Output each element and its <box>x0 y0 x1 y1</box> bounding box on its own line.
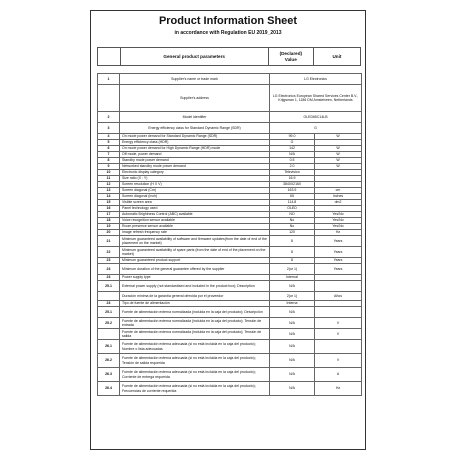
row-parameter: Fuente de alimentación externa adecuada (si no está incluida en la caja del producto); Tensión de salida requerida <box>120 354 270 368</box>
header-params: General product parameters <box>121 48 269 65</box>
row-parameter: Tipo de fuente de alimentación <box>120 301 270 307</box>
row-number <box>98 85 120 112</box>
row-unit: W <box>315 146 362 152</box>
row-parameter: Duración mínima de la garantía general ofrecida por el proveedor <box>120 292 270 301</box>
row-value: G <box>270 140 315 146</box>
table-row <box>98 74 362 85</box>
row-number: 5 <box>98 140 120 146</box>
table-row <box>98 85 362 112</box>
row-parameter: Fuente de alimentación externa normalizada (incluida en la caja del producto); Tensión de salida <box>120 329 270 340</box>
row-unit: Años <box>315 292 362 301</box>
table-row <box>98 112 362 123</box>
row-unit: Yes/No <box>315 212 362 218</box>
sheet-title: Product Information Sheet <box>158 15 298 27</box>
row-value: No <box>270 218 315 224</box>
table-header <box>97 47 361 66</box>
row-parameter: Image refresh frequency rate <box>120 230 270 236</box>
row-number <box>98 329 120 340</box>
row-number: 25.1 <box>98 281 120 292</box>
row-number: 12 <box>98 182 120 188</box>
row-unit: V <box>315 354 362 368</box>
row-value: N/A <box>270 382 315 396</box>
row-unit: Years <box>315 247 362 258</box>
row-value: 2(or 1) <box>270 292 315 301</box>
row-number: 1 <box>98 74 120 85</box>
row-value: 65 <box>270 194 315 200</box>
row-value: OLED <box>270 206 315 212</box>
row-value: LG Electronics <box>270 74 362 85</box>
row-parameter: Minimum guaranteed availability of spare parts (from the date of end of the placement on the market) <box>120 247 270 258</box>
table-row <box>98 307 362 318</box>
product-information-sheet <box>90 10 366 450</box>
row-unit: Hz <box>315 382 362 396</box>
table-row <box>98 264 362 275</box>
row-value: NO <box>270 212 315 218</box>
row-parameter: Minimum guaranteed availability of software and firmware updates(from the date of end of the placement on the market) <box>120 236 270 247</box>
table-row <box>98 382 362 396</box>
row-number: 11 <box>98 176 120 182</box>
row-value: Interna <box>270 301 315 307</box>
row-number: 19 <box>98 224 120 230</box>
row-unit: V <box>315 329 362 340</box>
row-parameter: Screen diagonal (Cm) <box>120 188 270 194</box>
table-row <box>98 368 362 382</box>
row-number <box>98 292 120 301</box>
row-parameter: Supplier's name or trade mark <box>120 74 270 85</box>
row-unit: Years <box>315 264 362 275</box>
row-value: 8 <box>270 258 315 264</box>
row-parameter: External power supply (not standardised and included in the product box); Description <box>120 281 270 292</box>
row-number: 13 <box>98 188 120 194</box>
row-number: 18 <box>98 218 120 224</box>
row-parameter: Minimum duration of the general guarantee offered by the supplier <box>120 264 270 275</box>
row-value: OLED65C14LB <box>270 112 362 123</box>
row-parameter: Fuente de alimentación externa adecuada (si no está incluida en la caja del producto); Nombre o lista adecuadas <box>120 340 270 354</box>
row-parameter: Standby mode power demand <box>120 158 270 164</box>
row-value: Internal <box>270 275 315 281</box>
row-number: 3 <box>98 123 120 134</box>
row-number: 4 <box>98 134 120 140</box>
row-unit <box>315 281 362 292</box>
row-unit: A <box>315 368 362 382</box>
row-parameter: On mode power demand for High Dynamic Range (HDR) mode <box>120 146 270 152</box>
row-number: 21 <box>98 236 120 247</box>
table-row <box>98 340 362 354</box>
row-value: N/A <box>270 368 315 382</box>
row-value: N/A <box>270 329 315 340</box>
row-number: 24 <box>98 301 120 307</box>
row-value: N/A <box>270 318 315 329</box>
row-value: 2(or 1) <box>270 264 315 275</box>
row-number: 25.1 <box>98 307 120 318</box>
row-value: N/A <box>270 152 315 158</box>
row-number: 22 <box>98 247 120 258</box>
row-number: 14 <box>98 194 120 200</box>
row-parameter: Screen diagonal (Inch) <box>120 194 270 200</box>
row-unit: dm2 <box>315 200 362 206</box>
row-parameter: Off mode, power demand <box>120 152 270 158</box>
table-row <box>98 281 362 292</box>
row-unit: Inches <box>315 194 362 200</box>
row-unit: cm <box>315 188 362 194</box>
row-value: 99.0 <box>270 134 315 140</box>
row-parameter: Panel technology used <box>120 206 270 212</box>
row-value: G <box>270 123 362 134</box>
header-number-cell <box>98 48 121 65</box>
row-parameter: Energy efficiency class (HDR) <box>120 140 270 146</box>
header-unit: Unit <box>332 53 342 59</box>
table-row <box>98 354 362 368</box>
row-number: 10 <box>98 170 120 176</box>
row-unit: Years <box>315 236 362 247</box>
row-value: 163.9 <box>270 188 315 194</box>
row-number: 15 <box>98 200 120 206</box>
header-declared-value: (Declared) Value <box>269 48 314 65</box>
spec-table <box>97 73 362 396</box>
row-parameter: Minimum guaranteed product support <box>120 258 270 264</box>
row-value: No <box>270 224 315 230</box>
row-number: 6 <box>98 146 120 152</box>
row-value: N/A <box>270 354 315 368</box>
row-number: 9 <box>98 164 120 170</box>
row-value: 120 <box>270 230 315 236</box>
row-parameter: Power supply type <box>120 275 270 281</box>
row-value: 0.5 <box>270 158 315 164</box>
row-unit <box>315 340 362 354</box>
row-number: 8 <box>98 158 120 164</box>
row-parameter: Room presence sensor available <box>120 224 270 230</box>
row-number: 17 <box>98 212 120 218</box>
sheet-subtitle: in accordance with Regulation EU 2019_2013 <box>174 30 282 36</box>
row-value: 142 <box>270 146 315 152</box>
row-value: Television <box>270 170 315 176</box>
row-unit: W <box>315 158 362 164</box>
spec-table-body <box>98 74 362 396</box>
table-row <box>98 236 362 247</box>
row-value: 2.0 <box>270 164 315 170</box>
row-parameter: Model identifier <box>120 112 270 123</box>
row-number: 16 <box>98 206 120 212</box>
row-value: 16:9 <box>270 176 315 182</box>
row-number: 7 <box>98 152 120 158</box>
row-number: 2 <box>98 112 120 123</box>
row-unit: W <box>315 152 362 158</box>
row-number: 26.1 <box>98 340 120 354</box>
row-number: 26.2 <box>98 354 120 368</box>
row-value: LG Electronics European Shared Services Center B.V., Krijgsman 1, 1186 DM Amstelveen, Netherlands <box>270 85 362 112</box>
row-parameter: Automatic Brightness Control (ABC) available <box>120 212 270 218</box>
row-unit: W <box>315 164 362 170</box>
row-value: 8 <box>270 236 315 247</box>
row-parameter: Electronic display category <box>120 170 270 176</box>
row-unit <box>315 307 362 318</box>
row-parameter: Size ratio (X : Y) <box>120 176 270 182</box>
row-parameter: Supplier's address <box>120 85 270 112</box>
row-parameter: On mode power demand for Standard Dynamic Range (SDR) <box>120 134 270 140</box>
row-number: 26.3 <box>98 368 120 382</box>
row-number: 26.4 <box>98 382 120 396</box>
row-value: N/A <box>270 281 315 292</box>
row-parameter: Visible screen area <box>120 200 270 206</box>
row-value: N/A <box>270 307 315 318</box>
table-row <box>98 292 362 301</box>
table-row <box>98 247 362 258</box>
row-parameter: Screen resolution (H X V) <box>120 182 270 188</box>
row-value: 114.8 <box>270 200 315 206</box>
row-unit: Yes/No <box>315 218 362 224</box>
table-row <box>98 318 362 329</box>
row-number: 23 <box>98 258 120 264</box>
row-parameter: Energy efficiency class for Standard Dynamic Range (SDR) <box>120 123 270 134</box>
row-value: 3840X2160 <box>270 182 315 188</box>
row-parameter: Fuente de alimentación externa adecuada (si no está incluida en la caja del producto); Frecuencias de corriente requerida <box>120 382 270 396</box>
row-number: 24 <box>98 275 120 281</box>
row-number: 20 <box>98 230 120 236</box>
row-parameter: Fuente de alimentación externa normalizada (incluida en la caja del producto); Descripción <box>120 307 270 318</box>
row-unit: Hz <box>315 230 362 236</box>
row-unit: Years <box>315 258 362 264</box>
row-parameter: Networked standby mode power demand <box>120 164 270 170</box>
row-value: N/A <box>270 340 315 354</box>
row-unit: V <box>315 318 362 329</box>
row-parameter: Fuente de alimentación externa adecuada (si no está incluida en la caja del producto); Corriente de entrega requerida <box>120 368 270 382</box>
row-parameter: Fuente de alimentación externa normalizada (incluida en la caja del producto); Tensión de entrada <box>120 318 270 329</box>
table-row <box>98 329 362 340</box>
table-row <box>98 123 362 134</box>
row-number: 24 <box>98 264 120 275</box>
row-parameter: Voice recognition sensor available <box>120 218 270 224</box>
row-unit: W <box>315 134 362 140</box>
row-value: 8 <box>270 247 315 258</box>
row-unit: Yes/No <box>315 224 362 230</box>
row-number: 25.2 <box>98 318 120 329</box>
